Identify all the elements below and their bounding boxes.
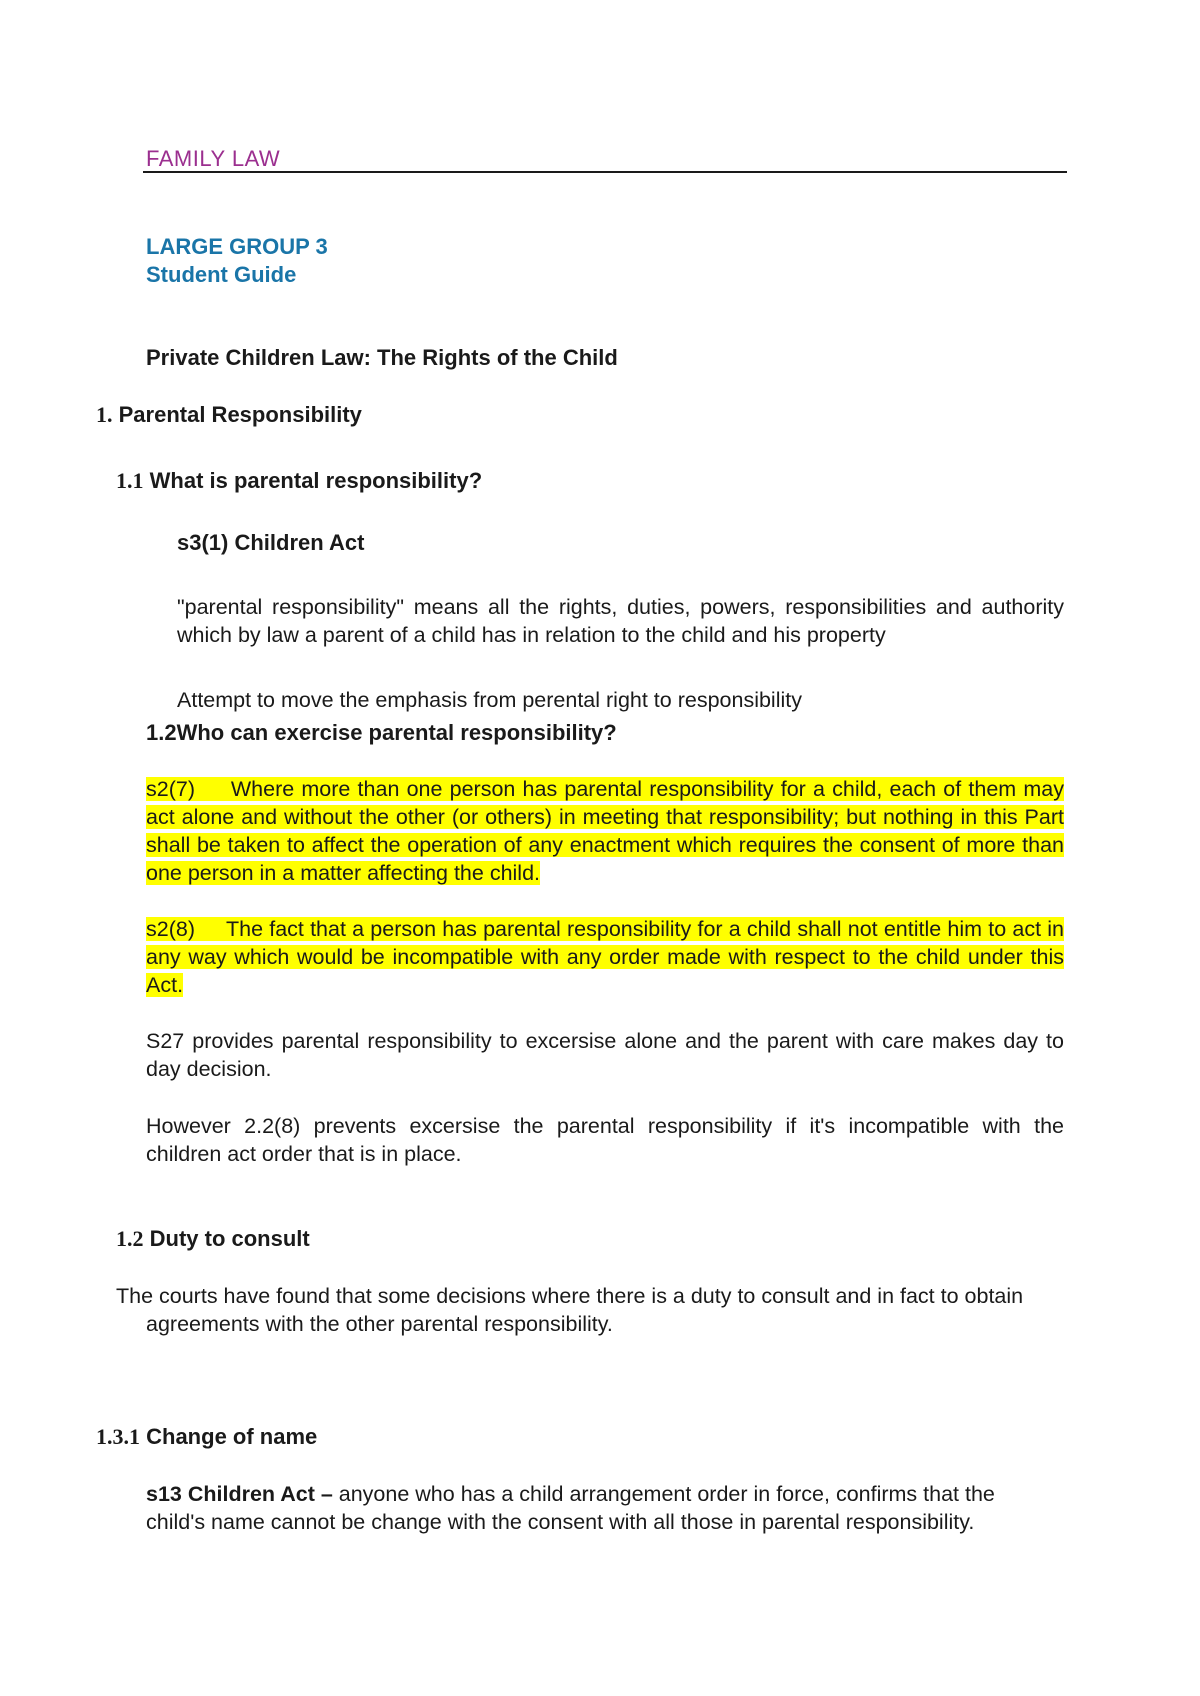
duty-paragraph: The courts have found that some decisions where there is a duty to consult and in fact to obtain agreements with the other parental responsibility.	[116, 1284, 1024, 1336]
section-number: 1.3.1	[96, 1424, 140, 1449]
s2-8-text: The fact that a person has parental responsibility for a child shall not entitle him to act in any way which would be incompatible with any order made with respect to the child under this Act.	[146, 917, 1064, 997]
document-title: FAMILY LAW	[146, 146, 281, 171]
section-number: 1.	[96, 402, 113, 427]
group-heading	[146, 233, 328, 289]
section-number: 1.1	[116, 468, 144, 493]
s2-8-paragraph	[146, 915, 1064, 999]
emphasis-note: Attempt to move the emphasis from perental right to responsibility	[177, 688, 802, 712]
statute-heading: s3(1) Children Act	[177, 530, 365, 555]
section-1-1-heading	[116, 468, 482, 494]
group-label: LARGE GROUP 3	[146, 234, 328, 259]
section-title: Duty to consult	[149, 1226, 310, 1251]
title-rule	[143, 171, 1067, 173]
s2-8-label: s2(8)	[146, 917, 195, 941]
s2-7-label: s2(7)	[146, 777, 195, 801]
s27-paragraph: S27 provides parental responsibility to excersise alone and the parent with care makes day to day decision.	[146, 1029, 1064, 1081]
s2-7-paragraph	[146, 775, 1064, 887]
section-title: Parental Responsibility	[118, 402, 362, 427]
subject-heading: Private Children Law: The Rights of the Child	[146, 345, 618, 370]
duty-heading	[116, 1226, 310, 1252]
section-title: What is parental responsibility?	[149, 468, 483, 493]
s13-label: s13 Children Act –	[146, 1482, 333, 1506]
section-number: 1.2	[116, 1226, 144, 1251]
section-title: Change of name	[146, 1424, 318, 1449]
s2-7-text: Where more than one person has parental responsibility for a child, each of them may act alone and without the other (or others) in meeting that responsibility; but nothing in this Part shall be taken to affect the operation of any enactment which requires the consent of more than one person in a matter affecting the child.	[146, 777, 1065, 885]
name-change-paragraph	[146, 1480, 1046, 1536]
definition-paragraph: "parental responsibility" means all the rights, duties, powers, responsibilities and authority which by law a parent of a child has in relation to the child and his property	[177, 595, 1064, 647]
however-paragraph: However 2.2(8) prevents excersise the parental responsibility if it's incompatible with the children act order that is in place.	[146, 1114, 1064, 1166]
section-1-heading	[96, 402, 362, 428]
section-1-2-heading: 1.2Who can exercise parental responsibility?	[146, 720, 617, 745]
s13-text: anyone who has a child arrangement order in force, confirms that the child's name cannot be change with the consent with all those in parental responsibility.	[146, 1482, 995, 1534]
guide-label: Student Guide	[146, 262, 297, 287]
name-change-heading	[96, 1424, 317, 1450]
